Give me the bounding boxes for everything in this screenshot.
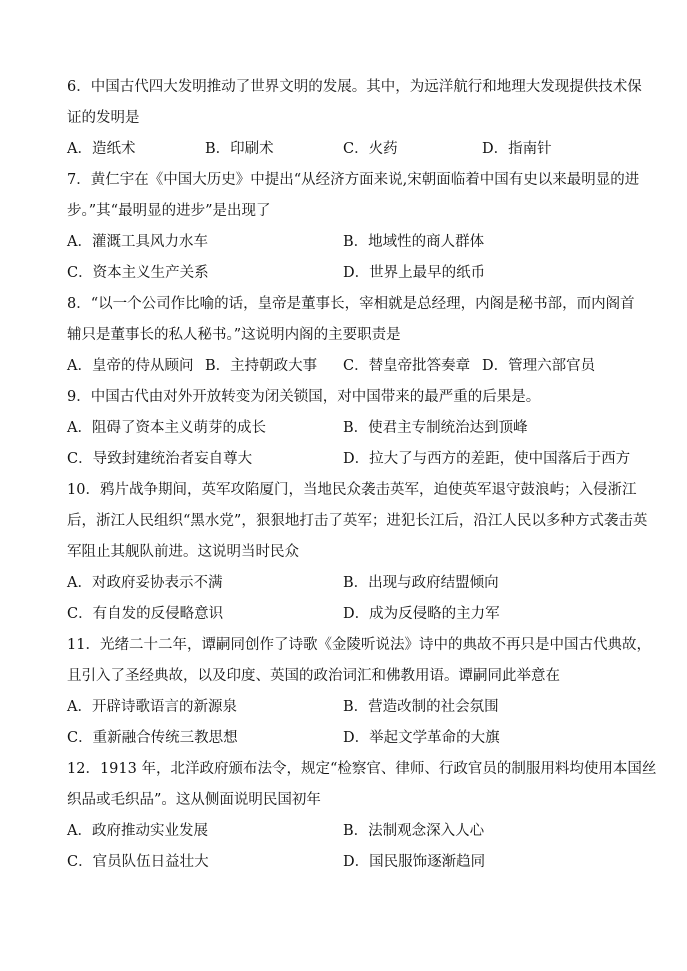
q12-option-d: D．国民服饰逐渐趋同 [343, 854, 486, 870]
q10-stem-line-3: 军阻止其舰队前进。这说明当时民众 [67, 544, 299, 560]
q12-stem-line-2: 织品或毛织品”。这从侧面说明民国初年 [67, 792, 321, 808]
q11-stem-line-1: 11．光绪二十二年，谭嗣同创作了诗歌《金陵听说法》诗中的典故不再只是中国古代典故， [67, 637, 651, 653]
q12-stem-line-1: 12．1913 年，北洋政府颁布法令，规定“检察官、律师、行政官员的制服用料均使用本国丝 [67, 761, 657, 777]
q7-stem-line-1: 7．黄仁宇在《中国大历史》中提出“从经济方面来说,宋朝面临着中国有史以来最明显的进 [67, 172, 640, 188]
q10-stem-line-2: 后，浙江人民组织“黑水党”，狠狠地打击了英军；进犯长江后，沿江人民以多种方式袭击英 [67, 513, 648, 529]
q9-option-d: D．拉大了与西方的差距，使中国落后于西方 [343, 451, 631, 467]
q8-stem-line-2: 辅只是董事长的私人秘书。”这说明内阁的主要职责是 [67, 327, 401, 343]
q8-stem-line-1: 8．“以一个公司作比喻的话，皇帝是董事长，宰相就是总经理，内阁是秘书部，而内阁首 [67, 296, 635, 312]
q10-option-c: C．有自发的反侵略意识 [67, 606, 224, 622]
q10-option-a: A．对政府妥协表示不满 [67, 575, 223, 591]
q12-option-b: B．法制观念深入人心 [343, 823, 485, 839]
q6-stem-line-1: 6．中国古代四大发明推动了世界文明的发展。其中，为远洋航行和地理大发现提供技术保 [67, 79, 642, 95]
q6-option-c: C．火药 [343, 141, 398, 157]
q6-option-d: D．指南针 [482, 141, 552, 157]
q9-option-c: C．导致封建统治者妄自尊大 [67, 451, 253, 467]
q9-stem-line-1: 9．中国古代由对外开放转变为闭关锁国，对中国带来的最严重的后果是。 [67, 389, 541, 405]
q8-option-a: A．皇帝的侍从顾问 [67, 358, 194, 374]
q7-option-b: B．地域性的商人群体 [343, 234, 485, 250]
q6-option-b: B．印刷术 [205, 141, 274, 157]
q6-option-a: A．造纸术 [67, 141, 136, 157]
q11-option-a: A．开辟诗歌语言的新源泉 [67, 699, 237, 715]
q11-option-d: D．举起文学革命的大旗 [343, 730, 500, 746]
q10-stem-line-1: 10．鸦片战争期间，英军攻陷厦门，当地民众袭击英军，迫使英军退守鼓浪屿；入侵浙江 [67, 482, 637, 498]
q7-option-a: A．灌溉工具风力水车 [67, 234, 208, 250]
q8-option-b: B．主持朝政大事 [205, 358, 318, 374]
q11-option-c: C．重新融合传统三教思想 [67, 730, 238, 746]
q11-option-b: B．营造改制的社会氛围 [343, 699, 499, 715]
q9-option-b: B．使君主专制统治达到顶峰 [343, 420, 528, 436]
q6-stem-line-2: 证的发明是 [67, 110, 140, 126]
q7-stem-line-2: 步。”其“最明显的进步”是出现了 [67, 203, 271, 219]
q8-option-c: C．替皇帝批答奏章 [343, 358, 471, 374]
q12-option-c: C．官员队伍日益壮大 [67, 854, 209, 870]
q12-option-a: A．政府推动实业发展 [67, 823, 208, 839]
q7-option-c: C．资本主义生产关系 [67, 265, 209, 281]
q11-stem-line-2: 且引入了圣经典故，以及印度、英国的政治词汇和佛教用语。谭嗣同此举意在 [67, 668, 560, 684]
q10-option-b: B．出现与政府结盟倾向 [343, 575, 499, 591]
q10-option-d: D．成为反侵略的主力军 [343, 606, 500, 622]
q9-option-a: A．阻碍了资本主义萌芽的成长 [67, 420, 266, 436]
q8-option-d: D．管理六部官员 [482, 358, 596, 374]
q7-option-d: D．世界上最早的纸币 [343, 265, 486, 281]
